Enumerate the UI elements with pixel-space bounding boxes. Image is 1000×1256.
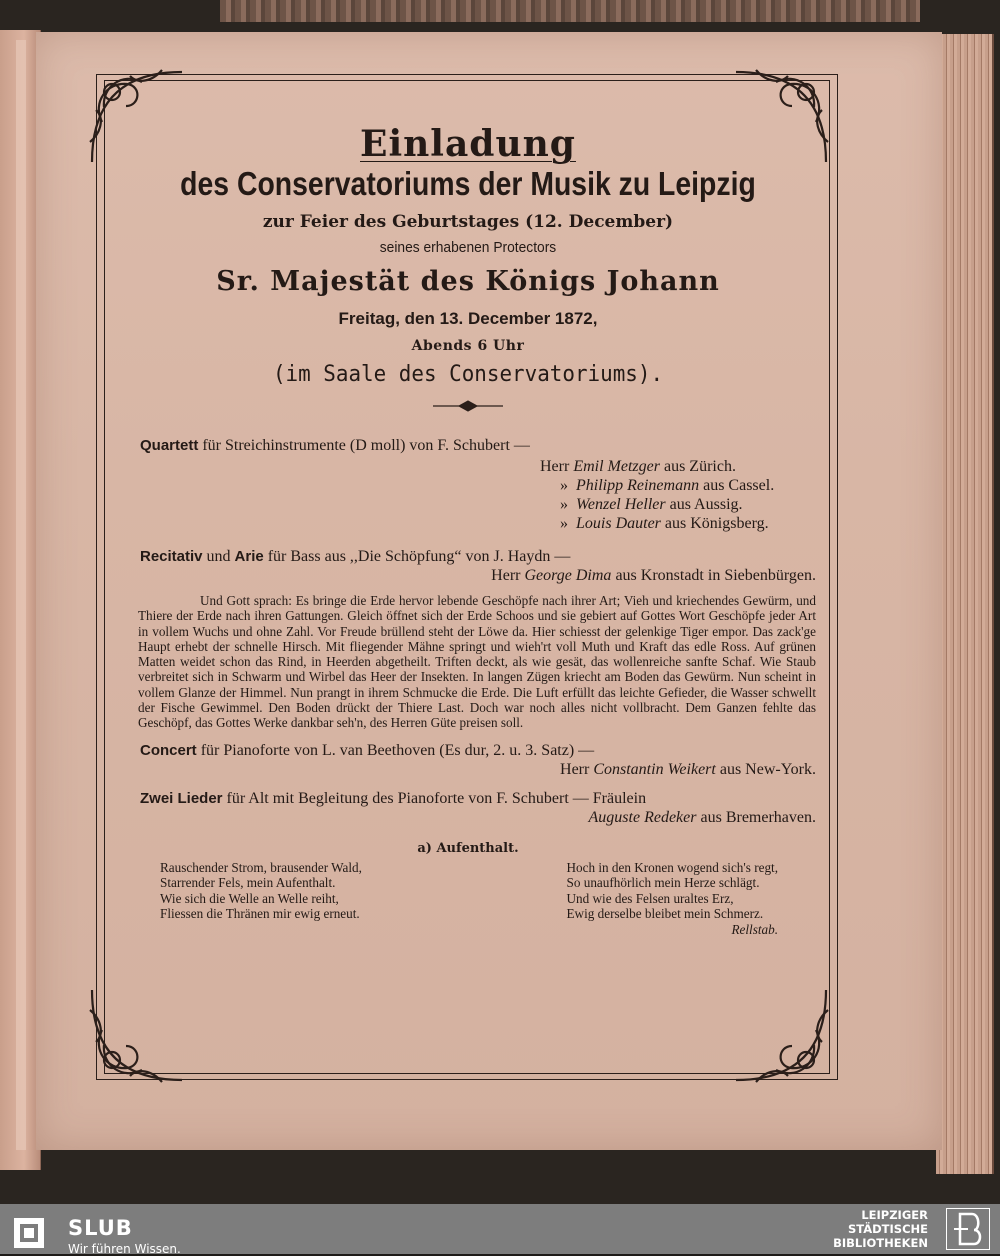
performer-list — [540, 457, 816, 533]
event-time: Abends 6 Uhr — [411, 338, 525, 354]
performer — [540, 514, 816, 533]
performer — [540, 457, 816, 476]
program-description: für Pianoforte von L. van Beethoven (Es dur, 2. u. 3. Satz) — — [200, 741, 595, 759]
performer-origin: aus Kronstadt in Siebenbürgen. — [615, 567, 816, 584]
paper-strip — [16, 40, 26, 1150]
event-venue: (im Saale des Conservatoriums). — [272, 362, 664, 387]
performer-origin: aus Königsberg. — [664, 515, 769, 532]
song-title: a) Aufenthalt. — [417, 840, 519, 856]
protector-line: seines erhabenen Protectors — [379, 239, 557, 256]
poem-line: Starrender Fels, mein Aufenthalt. — [160, 875, 336, 891]
poem-line: Fliessen die Thränen mir ewig erneut. — [160, 906, 360, 922]
performer-origin: aus New-York. — [719, 760, 816, 778]
performer-prefix: Herr — [560, 760, 590, 778]
poem-line: Hoch in den Kronen wogend sich's regt, — [566, 859, 778, 875]
corner-ornament-bottom-left — [82, 980, 192, 1090]
performer — [120, 566, 816, 585]
program-label: Concert — [140, 741, 197, 759]
program-description: für Streichinstrumente (D moll) von F. Schubert — — [202, 437, 530, 454]
lsb-brand[interactable] — [833, 1208, 928, 1250]
lsb-line: STÄDTISCHE — [847, 1222, 928, 1236]
poem-line: Rauschender Strom, brausender Wald, — [160, 859, 362, 875]
program — [120, 436, 816, 937]
lsb-line: LEIPZIGER — [861, 1208, 928, 1222]
program-label-2: Arie — [234, 548, 264, 565]
program-label: Zwei Lieder — [140, 789, 223, 807]
performer-name: Constantin Weikert — [593, 760, 716, 778]
program-label: Recitativ — [140, 548, 203, 565]
program-description: für Bass aus ,,Die Schöpfung“ von J. Haydn — — [267, 548, 571, 565]
program-item-concert — [120, 741, 816, 760]
recitativ-lyrics: Und Gott sprach: Es bringe die Erde hervor lebende Geschöpfe nach ihrer Art; Vieh und kriechendes Gewürm, und Thiere der Erde nach ihren Gattungen. Gleich öffnet sich der Erde Schoos und sie gebiert auf Gottes Wort Geschöpfe jeder Art in vollem Wuchs und ohne Zahl. Vor Freude brüllend steht der Löwe da. Hier schiesst der gelenkige Tiger empor. Das zack'ge Haupt erhebt der schnelle Hirsch. Mit fliegender Mähne springt und wieh'rt voll Muth und Kraft das edle Ross. Auf grünen Matten weidet schon das Rind, in Heerden abgetheilt. Triften deckt, als wie gesät, das wollenreiche sanfte Schaf. Wie Staub verbreitet sich in Schwarm und Wirbel das Heer der Insekten. In langen Zügen kriecht am Boden das Gewürm. Nun scheint in vollem Glanze der Himmel. Nun prangt in ihrem Schmucke die Erde. Die Luft erfüllt das leichte Gefieder, die Wasser schwellt der Fische Gewimmel. Den Boden drückt der Thiere Last. Doch war noch alles nicht vollbracht. Dem Ganzen fehlte das Geschöpf, das Gottes Werke dankbar seh'n, des Herren Güte preisen soll. — [138, 593, 816, 731]
slub-name: SLUB — [68, 1216, 133, 1240]
monarch-name: Sr. Majestät des Königs Johann — [216, 266, 720, 297]
lsb-logo-icon — [946, 1208, 990, 1250]
occasion: zur Feier des Geburtstages (12. December) — [262, 212, 674, 232]
performer-origin: aus Cassel. — [703, 477, 775, 494]
performer-origin: aus Bremerhaven. — [700, 808, 816, 826]
subtitle: des Conservatoriums der Musik zu Leipzig — [180, 165, 756, 202]
performer — [120, 760, 816, 779]
performer-prefix: » — [560, 515, 568, 532]
lsb-line: BIBLIOTHEKEN — [833, 1236, 928, 1250]
invitation-content — [120, 112, 816, 937]
performer — [540, 495, 816, 514]
performer-name: Emil Metzger — [573, 458, 660, 475]
performer-prefix: » — [560, 496, 568, 513]
program-item-quartett — [120, 436, 816, 455]
corner-ornament-bottom-right — [726, 980, 836, 1090]
program-item-lieder — [120, 789, 816, 808]
slub-tagline: Wir führen Wissen. — [68, 1242, 181, 1256]
program-item-recitativ — [120, 547, 816, 566]
performer — [120, 808, 816, 827]
footer-bar — [0, 1204, 1000, 1254]
performer-origin: aus Aussig. — [669, 496, 743, 513]
slub-logo-icon — [14, 1216, 48, 1250]
book-cover-cloth — [220, 0, 920, 22]
decorative-divider — [120, 398, 816, 418]
performer-prefix: Herr — [540, 458, 570, 475]
poem-left-column — [160, 860, 362, 938]
poet-name: Rellstab. — [731, 921, 778, 937]
performer-prefix: Herr — [491, 567, 521, 584]
performer-prefix: » — [560, 477, 568, 494]
program-description: für Alt mit Begleitung des Pianoforte von F. Schubert — Fräulein — [226, 789, 647, 807]
poem-line: Ewig derselbe bleibet mein Schmerz. — [566, 906, 764, 922]
performer-name: Philipp Reinemann — [576, 477, 700, 494]
title: Einladung — [360, 123, 576, 165]
performer-name: Wenzel Heller — [576, 496, 666, 513]
program-connector: und — [206, 548, 231, 565]
poem-line: Und wie des Felsen uraltes Erz, — [566, 890, 734, 906]
poem-line: Wie sich die Welle an Welle reiht, — [160, 890, 339, 906]
program-label: Quartett — [140, 437, 199, 454]
page-stack-edge — [936, 34, 994, 1174]
performer-name: Auguste Redeker — [588, 808, 697, 826]
poem-right-column — [567, 860, 779, 938]
event-date: Freitag, den 13. December 1872, — [338, 309, 598, 328]
song-lyrics — [120, 860, 816, 938]
performer-name: George Dima — [524, 567, 612, 584]
performer-origin: aus Zürich. — [663, 458, 736, 475]
performer-name: Louis Dauter — [576, 515, 661, 532]
poem-line: So unaufhörlich mein Herze schlägt. — [566, 875, 760, 891]
performer — [540, 476, 816, 495]
